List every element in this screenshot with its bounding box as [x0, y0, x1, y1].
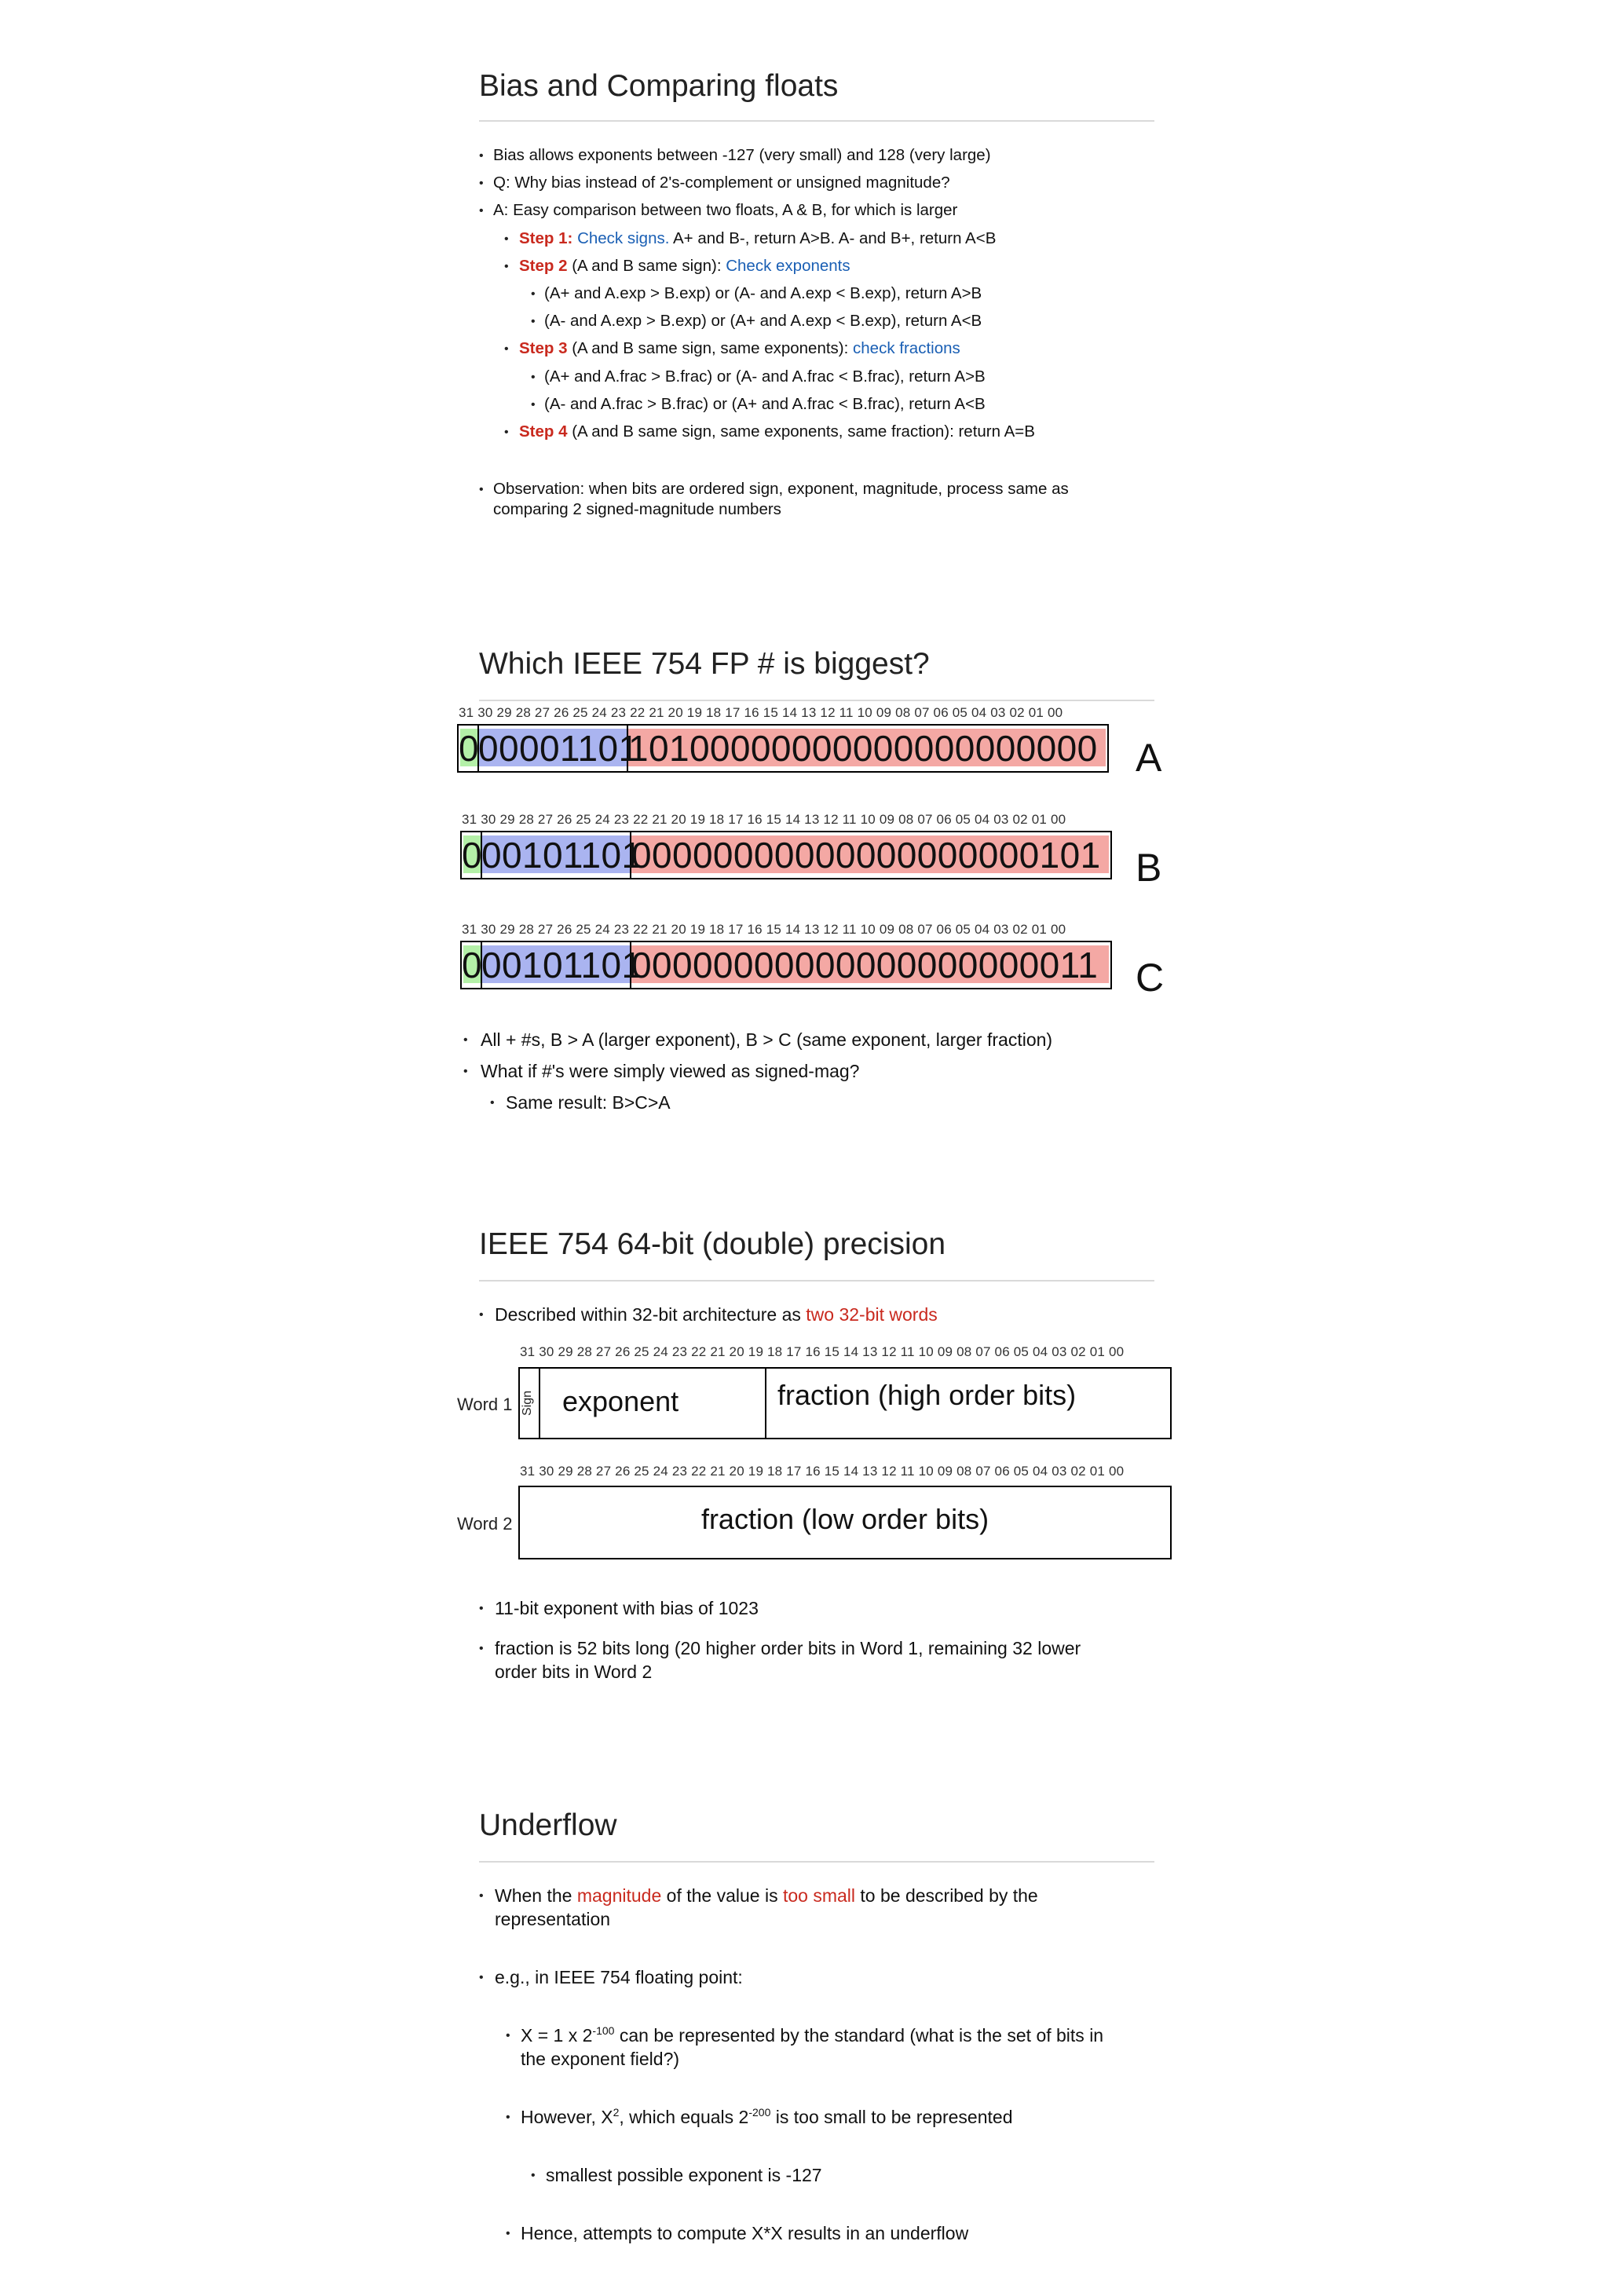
x-squared-exponent: -200	[748, 2106, 771, 2119]
bullet-dot: •	[479, 1889, 484, 1903]
sign-bit-b: 0	[462, 835, 482, 876]
x-squared-pre: However, X	[521, 2107, 613, 2127]
same-result-text: Same result: B>C>A	[506, 1092, 671, 1113]
word2-label: Word 2	[457, 1514, 513, 1534]
bullet-dot: •	[479, 1602, 484, 1615]
underflow-def-line2: representation	[495, 1909, 611, 1929]
bullet-dot: •	[463, 1033, 468, 1047]
example-x-exponent: -100	[592, 2024, 615, 2037]
step1-text	[519, 229, 996, 249]
word1-label: Word 1	[457, 1395, 513, 1414]
step4-label: Step 4	[519, 422, 568, 441]
slide1-title: Bias and Comparing floats	[479, 69, 839, 103]
example-x-line2: the exponent field?)	[521, 2049, 680, 2069]
bullet-dot: •	[531, 287, 536, 301]
bullet-dot: •	[531, 371, 536, 384]
exponent-bias-text: 11-bit exponent with bias of 1023	[495, 1598, 759, 1618]
exponent-bits-c: 00101101	[481, 945, 642, 985]
bullet-dot: •	[531, 2169, 536, 2182]
register-label-c: C	[1136, 956, 1165, 1000]
sign-bit-c: 0	[462, 945, 482, 985]
step4-rest: (A and B same sign, same exponents, same fraction): return A=B	[567, 422, 1035, 441]
observation-line2: comparing 2 signed-magnitude numbers	[493, 500, 781, 518]
register-label-a: A	[1136, 736, 1162, 780]
step2a-text: (A+ and A.exp > B.exp) or (A- and A.exp < B.exp), return A>B	[544, 284, 982, 302]
signed-mag-question: What if #'s were simply viewed as signed-mag?	[481, 1061, 860, 1081]
underflow-def-line1	[495, 1884, 1038, 1907]
example-intro: e.g., in IEEE 754 floating point:	[495, 1967, 743, 1987]
step4-text	[519, 422, 1035, 442]
step3-label: Step 3	[519, 339, 568, 357]
step3a-text: (A+ and A.frac > B.frac) or (A- and A.frac < B.frac), return A>B	[544, 367, 986, 386]
bullet-dot: •	[506, 2227, 510, 2240]
step2-label: Step 2	[519, 257, 568, 275]
step1-action: Check signs.	[577, 229, 670, 247]
fraction-low-label: fraction (low order bits)	[700, 1503, 989, 1535]
register-a	[457, 724, 1109, 773]
example-x-line1	[521, 2024, 1103, 2047]
step3-action: check fractions	[853, 339, 960, 357]
bullet-dot: •	[479, 1642, 484, 1655]
register-label-b: B	[1136, 846, 1162, 890]
double-intro-highlight: two 32-bit words	[806, 1304, 938, 1325]
fraction-length-line2: order bits in Word 2	[495, 1662, 653, 1682]
bullet-dot: •	[504, 232, 509, 246]
underflow-def-magnitude: magnitude	[576, 1885, 662, 1906]
sign-bit-a: 0	[459, 728, 479, 769]
fraction-length-line1: fraction is 52 bits long (20 higher order bits in Word 1, remaining 32 lower	[495, 1638, 1081, 1658]
register-b	[460, 831, 1112, 879]
underflow-def-post: to be described by the	[855, 1885, 1038, 1906]
step1-rest: A+ and B-, return A>B. A- and B+, return A<B	[669, 229, 997, 247]
x-squared-mid: , which equals 2	[619, 2107, 749, 2127]
word1-bit-index-labels: 31 30 29 28 27 26 25 24 23 22 21 20 19 18 17 16 15 14 13 12 11 10 09 08 07 06 05 04 03 02 01 00	[520, 1344, 1125, 1359]
underflow-def-too-small: too small	[782, 1885, 856, 1906]
double-intro-plain: Described within 32-bit architecture as	[495, 1304, 807, 1325]
slide1-divider	[479, 120, 1154, 122]
step3-cond: (A and B same sign, same exponents):	[567, 339, 854, 357]
exponent-field-label: exponent	[562, 1385, 679, 1417]
bullet-dot: •	[479, 1971, 484, 1984]
fraction-bits-c: 00000000000000000000011	[631, 945, 1099, 985]
step2-action: Check exponents	[726, 257, 850, 275]
bit-index-labels-b: 31 30 29 28 27 26 25 24 23 22 21 20 19 18 17 16 15 14 13 12 11 10 09 08 07 06 05 04 03 02 01 00	[462, 812, 1066, 827]
example-x-post: can be represented by the standard (what is the set of bits in	[614, 2025, 1104, 2046]
bit-index-labels-c: 31 30 29 28 27 26 25 24 23 22 21 20 19 18 17 16 15 14 13 12 11 10 09 08 07 06 05 04 03 02 01 00	[462, 922, 1066, 937]
exponent-bits-a: 00001101	[478, 728, 639, 769]
register-c	[460, 941, 1112, 989]
bullet-dot: •	[479, 204, 484, 218]
x-squared-text	[521, 2105, 1012, 2129]
bullet-dot: •	[463, 1065, 468, 1078]
bullet-dot: •	[531, 398, 536, 411]
underflow-conclusion: Hence, attempts to compute X*X results in an underflow	[521, 2223, 969, 2243]
fraction-bits-a: 10100000000000000000000	[628, 728, 1098, 769]
observation-line1: Observation: when bits are ordered sign, exponent, magnitude, process same as	[493, 480, 1069, 498]
slide3-title: IEEE 754 64-bit (double) precision	[479, 1227, 946, 1261]
fraction-bits-b: 00000000000000000000101	[631, 835, 1101, 876]
bullet-dot: •	[504, 426, 509, 439]
step3b-text: (A- and A.frac > B.frac) or (A+ and A.frac < B.frac), return A<B	[544, 395, 986, 413]
step3-text	[519, 338, 960, 359]
slide2-title: Which IEEE 754 FP # is biggest?	[479, 647, 930, 681]
underflow-def-mid: of the value is	[661, 1885, 783, 1906]
bullet-dot: •	[479, 149, 484, 163]
slide4-divider	[479, 1861, 1154, 1863]
bit-index-labels-a: 31 30 29 28 27 26 25 24 23 22 21 20 19 18 17 16 15 14 13 12 11 10 09 08 07 06 05 04 03 02 01 00	[459, 705, 1063, 720]
bullet-dot: •	[490, 1096, 495, 1110]
word2-bit-index-labels: 31 30 29 28 27 26 25 24 23 22 21 20 19 18 17 16 15 14 13 12 11 10 09 08 07 06 05 04 03 02 01 00	[520, 1464, 1125, 1479]
exponent-bits-b: 00101101	[481, 835, 642, 876]
x-squared-power: 2	[613, 2106, 620, 2119]
question-text: Q: Why bias instead of 2's-complement or unsigned magnitude?	[493, 174, 950, 192]
bullet-dot: •	[479, 177, 484, 190]
bullet-dot: •	[479, 1308, 484, 1322]
step2b-text: (A- and A.exp > B.exp) or (A+ and A.exp < B.exp), return A<B	[544, 312, 982, 330]
bias-range-text: Bias allows exponents between -127 (very small) and 128 (very large)	[493, 146, 991, 164]
step2-text	[519, 256, 850, 276]
bullet-dot: •	[506, 2111, 510, 2124]
bullet-dot: •	[506, 2029, 510, 2042]
step2-cond: (A and B same sign):	[567, 257, 726, 275]
smallest-exponent-text: smallest possible exponent is -127	[546, 2165, 822, 2185]
double-intro-text	[495, 1303, 938, 1326]
step1-label: Step 1:	[519, 229, 573, 247]
slide3-divider	[479, 1280, 1154, 1281]
underflow-def-pre: When the	[495, 1885, 577, 1906]
example-x-pre: X = 1 x 2	[521, 2025, 593, 2046]
slide2-divider	[479, 700, 1154, 701]
bullet-dot: •	[531, 315, 536, 328]
bullet-dot: •	[479, 483, 484, 496]
answer-text: A: Easy comparison between two floats, A & B, for which is larger	[493, 201, 958, 219]
bullet-dot: •	[504, 260, 509, 273]
bullet-dot: •	[504, 342, 509, 356]
comparison-result-text: All + #s, B > A (larger exponent), B > C (same exponent, larger fraction)	[481, 1029, 1053, 1050]
x-squared-post: is too small to be represented	[770, 2107, 1013, 2127]
fraction-high-label: fraction (high order bits)	[777, 1379, 1077, 1411]
sign-field-label: Sign	[521, 1390, 534, 1417]
slide4-title: Underflow	[479, 1808, 617, 1842]
